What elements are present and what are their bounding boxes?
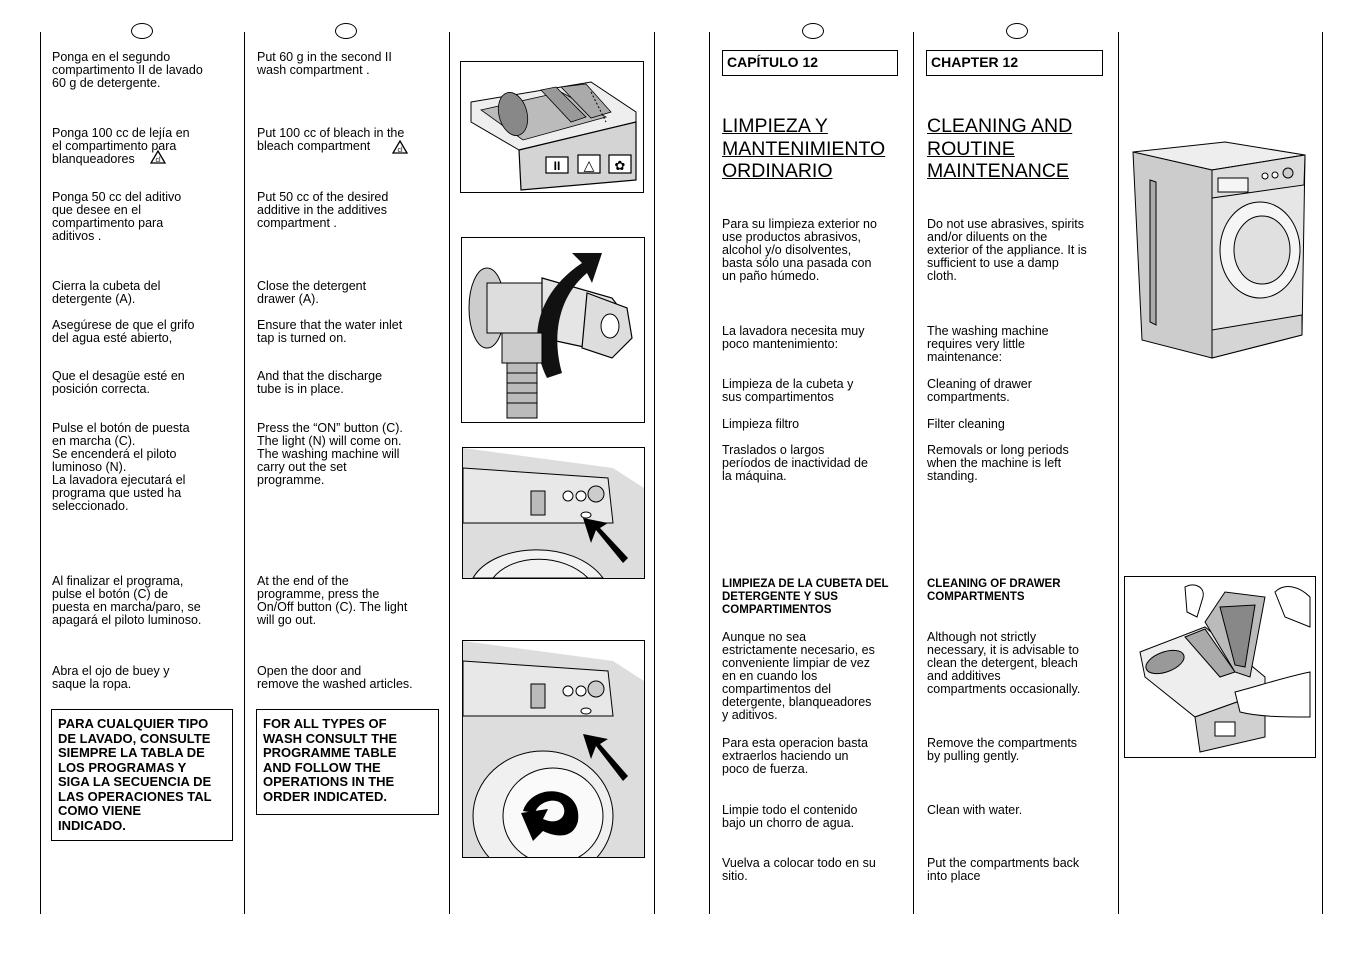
es-step-drain: Que el desagüe esté en posición correcta.: [52, 369, 185, 396]
en-step-drain: And that the discharge tube is in place.: [257, 369, 383, 396]
en-list-item: Cleaning of drawer compartments.: [927, 377, 1032, 404]
en-paragraph: The washing machine requires very little maintenance:: [927, 324, 1049, 364]
es-step-start: Pulse el botón de puesta en marcha (C). Se encenderá el piloto luminoso (N). La lavadora ejecutará el programa que usted ha seleccionado.: [52, 421, 190, 513]
language-marker: [802, 23, 824, 39]
es-step-tap-open: Asegúrese de que el grifo del agua esté abierto,: [52, 318, 195, 345]
es-paragraph: Vuelva a colocar todo en su sitio.: [722, 856, 876, 883]
en-paragraph: Put the compartments back into place: [927, 856, 1080, 883]
softener-flower-icon: ✿: [614, 159, 626, 174]
en-list-item: Filter cleaning: [927, 417, 1005, 431]
column-rule: [1322, 32, 1323, 914]
language-marker: [131, 23, 153, 39]
language-marker: [335, 23, 357, 39]
bleach-warning-icon: [392, 140, 408, 154]
column-rule: [654, 32, 655, 914]
en-paragraph: Clean with water.: [927, 803, 1023, 817]
es-step-additive: Ponga 50 cc del aditivo que desee en el compartimento para aditivos .: [52, 190, 182, 243]
compartment-ii-label: II: [553, 159, 561, 173]
start-button-illustration: [462, 447, 645, 579]
column-rule: [244, 32, 245, 914]
en-step-additive: Put 50 cc of the desired additive in the additives compartment .: [257, 190, 389, 230]
language-marker: [1006, 23, 1028, 39]
en-notice-text: FOR ALL TYPES OF WASH CONSULT THE PROGRAMME TABLE AND FOLLOW THE OPERATIONS IN THE ORDER INDICATED.: [263, 716, 398, 804]
open-door-illustration: [462, 640, 645, 858]
en-step-tap-open: Ensure that the water inlet tap is turned on.: [257, 318, 403, 345]
es-step-open-door: Abra el ojo de buey y saque la ropa.: [52, 664, 170, 691]
svg-text:cl: cl: [155, 157, 161, 164]
en-paragraph: Remove the compartments by pulling gently.: [927, 736, 1078, 763]
es-step-close-drawer: Cierra la cubeta del detergente (A).: [52, 279, 161, 306]
en-section-title: CLEANING AND ROUTINE MAINTENANCE: [927, 115, 1073, 182]
column-rule: [913, 32, 914, 914]
es-paragraph: Para su limpieza exterior no use productos abrasivos, alcohol y/o disolventes, basta sólo una pasada con un paño húmedo.: [722, 217, 877, 283]
en-paragraph: Although not strictly necessary, it is advisable to clean the detergent, bleach and additives compartments occasionally.: [927, 630, 1081, 696]
es-step-end: Al finalizar el programa, pulse el botón (C) de puesta en marcha/paro, se apagará el piloto luminoso.: [52, 574, 202, 627]
column-rule: [449, 32, 450, 914]
en-chapter-label: CHAPTER 12: [926, 50, 1103, 76]
washing-machine-illustration: [1130, 140, 1310, 360]
drawer-illustration: [460, 61, 644, 193]
en-step-open-door: Open the door and remove the washed articles.: [257, 664, 413, 691]
es-list-item: Limpieza filtro: [722, 417, 800, 431]
es-paragraph: Para esta operacion basta extraerlos haciendo un poco de fuerza.: [722, 736, 868, 776]
es-list-item: Traslados o largos períodos de inactividad de la máquina.: [722, 443, 868, 483]
es-paragraph: La lavadora necesita muy poco mantenimiento:: [722, 324, 865, 351]
es-step-bleach: Ponga 100 cc de lejía en el compartimento para blanqueadores: [52, 126, 190, 166]
en-paragraph: Do not use abrasives, spirits and/or diluents on the exterior of the appliance. It is sufficient to use a damp cloth.: [927, 217, 1087, 283]
column-rule: [40, 32, 41, 914]
en-step-start: Press the “ON” button (C). The light (N) will come on. The washing machine will carry out the set programme.: [257, 421, 403, 487]
es-paragraph: Limpie todo el contenido bajo un chorro de agua.: [722, 803, 858, 830]
svg-text:cl: cl: [397, 147, 403, 154]
drawer-cleaning-illustration: [1124, 576, 1316, 758]
es-paragraph: Aunque no sea estrictamente necesario, es conveniente limpiar de vez en en cuando los compartimentos del detergente, blanqueadores y aditivos.: [722, 630, 875, 722]
es-subheading: LIMPIEZA DE LA CUBETA DEL DETERGENTE Y SUS COMPARTIMENTOS: [722, 578, 889, 616]
water-tap-illustration: [461, 237, 645, 423]
es-list-item: Limpieza de la cubeta y sus compartimentos: [722, 377, 854, 404]
column-rule: [709, 32, 710, 914]
en-step-close-drawer: Close the detergent drawer (A).: [257, 279, 367, 306]
column-rule: [1118, 32, 1119, 914]
es-section-title: LIMPIEZA Y MANTENIMIENTO ORDINARIO: [722, 115, 886, 182]
en-list-item: Removals or long periods when the machine is left standing.: [927, 443, 1069, 483]
en-step-bleach: Put 100 cc of bleach in the bleach compartment: [257, 126, 405, 153]
en-subheading: CLEANING OF DRAWER COMPARTMENTS: [927, 578, 1061, 603]
es-notice-text: PARA CUALQUIER TIPO DE LAVADO, CONSULTE SIEMPRE LA TABLA DE LOS PROGRAMAS Y SIGA LA SECUENCIA DE LAS OPERACIONES TAL COMO VIENE INDICADO.: [58, 716, 212, 833]
es-step-detergent: Ponga en el segundo compartimento II de lavado 60 g de detergente.: [52, 50, 203, 90]
en-step-end: At the end of the programme, press the On/Off button (C). The light will go out.: [257, 574, 408, 627]
bleach-triangle-icon: △: [583, 158, 595, 174]
bleach-warning-icon: [150, 150, 166, 164]
en-step-detergent: Put 60 g in the second II wash compartment .: [257, 50, 392, 77]
es-chapter-label: CAPÍTULO 12: [722, 50, 898, 76]
